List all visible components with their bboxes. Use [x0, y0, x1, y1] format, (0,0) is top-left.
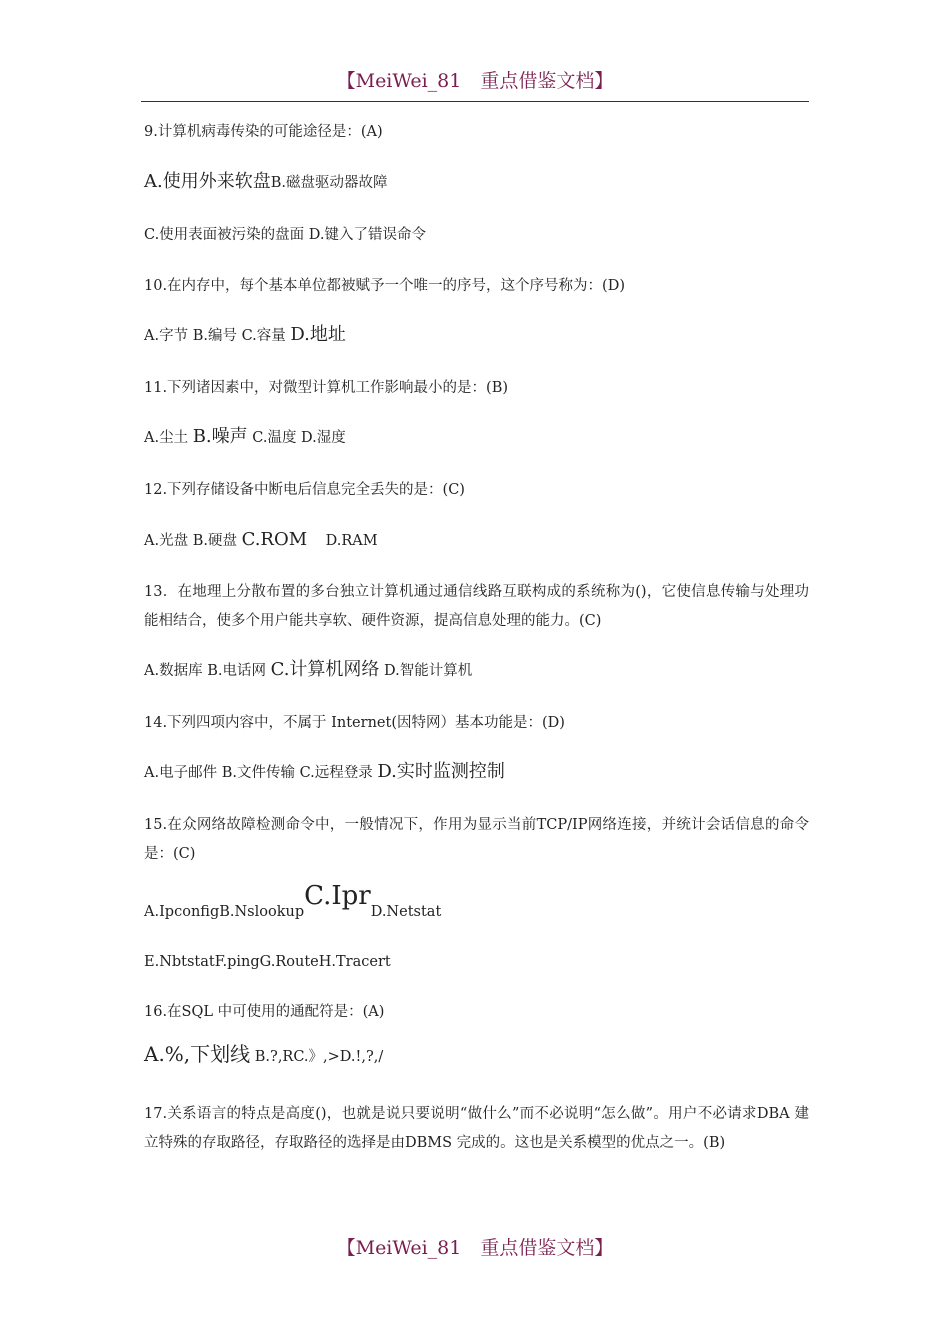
page-header: 【MeiWei_81 重点借鉴文档】: [336, 70, 614, 92]
question-12-options: [144, 530, 378, 551]
question-15-options-line-1: [144, 881, 442, 922]
question-11-option-b: B.噪声: [192, 426, 248, 447]
question-15-options-line-2: E.NbtstatF.pingG.RouteH.Tracert: [144, 954, 391, 970]
question-14-options-abc: A.电子邮件 B.文件传输 C.远程登录: [144, 765, 373, 781]
question-10-options: [144, 325, 346, 346]
question-16-option-a: A.%,下划线: [144, 1042, 251, 1066]
question-13-option-d: D.智能计算机: [384, 663, 473, 679]
question-11-option-a: A.尘土: [144, 430, 189, 446]
question-11-options-cd: C.温度 D.湿度: [252, 430, 346, 446]
question-12-option-c: C.ROM: [241, 529, 308, 550]
question-15: 15.在众网络故障检测命令中，一般情况下，作用为显示当前TCP/IP网络连接，并统计会话信息的命令是：(C): [144, 817, 809, 862]
question-13-options-ab: A.数据库 B.电话网: [144, 663, 266, 679]
question-14-options: [144, 762, 505, 783]
question-15-options-ab: A.IpconfigB.Nslookup: [144, 904, 305, 920]
question-12-options-ab: A.光盘 B.硬盘: [144, 533, 237, 549]
question-16: 16.在SQL 中可使用的通配符是：(A): [144, 1004, 385, 1020]
question-13-options: [144, 660, 472, 681]
question-14-option-d: D.实时监测控制: [377, 761, 505, 782]
question-12: 12.下列存储设备中断电后信息完全丢失的是：(C): [144, 482, 465, 498]
header-divider: [141, 101, 809, 102]
question-16-options: [144, 1044, 383, 1067]
question-10-option-d: D.地址: [290, 324, 346, 345]
question-13-option-c: C.计算机网络: [270, 659, 380, 680]
question-12-option-d: D.RAM: [325, 533, 378, 549]
question-15-option-d: D.Netstat: [370, 904, 442, 920]
question-9-options-line-1: [144, 172, 388, 193]
question-10: 10.在内存中，每个基本单位都被赋予一个唯一的序号，这个序号称为：(D): [144, 278, 625, 294]
question-13: 13．在地理上分散布置的多台独立计算机通过通信线路互联构成的系统称为()，它使信息传输与处理功能相结合，使多个用户能共享软、硬件资源，提高信息处理的能力。(C): [144, 584, 809, 629]
question-15-option-c: C.Ipr: [304, 881, 371, 911]
question-14: 14.下列四项内容中，不属于 Internet(因特网）基本功能是：(D): [144, 715, 565, 731]
question-9-option-a: A.使用外来软盘: [144, 171, 271, 192]
question-11: 11.下列诸因素中，对微型计算机工作影响最小的是：(B): [144, 380, 509, 396]
question-17: 17.关系语言的特点是高度()，也就是说只要说明“做什么”而不必说明“怎么做”。用户不必请求DBA 建立特殊的存取路径，存取路径的选择是由DBMS 完成的。这也是关系模型的优点之一。(B): [144, 1106, 809, 1151]
question-10-options-abc: A.字节 B.编号 C.容量: [144, 328, 286, 344]
question-16-options-rest: B.?,RC.》,>D.!,?,/: [254, 1049, 384, 1065]
question-9-option-b: B.磁盘驱动器故障: [270, 175, 388, 191]
page-footer: 【MeiWei_81 重点借鉴文档】: [336, 1237, 614, 1259]
question-11-options: [144, 427, 346, 448]
question-9-options-line-2: C.使用表面被污染的盘面 D.键入了错误命令: [144, 227, 427, 243]
question-9: 9.计算机病毒传染的可能途径是：(A): [144, 124, 383, 140]
